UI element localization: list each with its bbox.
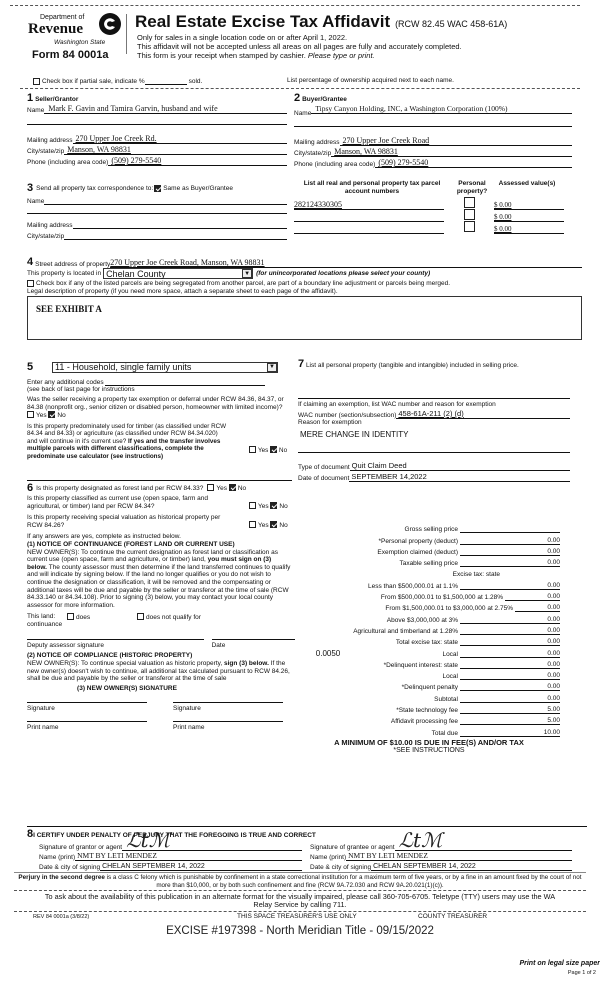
wac-number-input[interactable]: 458-61A-211 (2) (d) (396, 409, 570, 419)
parcel-row (294, 199, 572, 210)
page-number: Page 1 of 2 (567, 970, 596, 976)
assessed-value-input[interactable]: $ 0.00 (494, 225, 564, 234)
personal-col-header: Personal property? (456, 180, 488, 195)
swirl-icon (98, 12, 122, 36)
timber-yes-checkbox[interactable] (249, 446, 256, 453)
tax-row: 0.0050 Local 0.00 (298, 646, 560, 657)
dept-line3: Washington State (54, 39, 106, 46)
use-code-select[interactable]: 11 - Household, single family units ▼ (52, 362, 278, 373)
buyer-name-input[interactable]: Tipsy Canyon Holding, INC, a Washington Corporation (100%) (311, 104, 572, 114)
section-2-buyer: 2 Buyer/Grantee Name Tipsy Canyon Holding, INC, a Washington Corporation (100%) Mailing address 270 Upper Joe Creek Road City/state/zip Manson, WA 98831 Phone (including area code) (509) 279-5540 (294, 92, 572, 168)
form-number: Form 84 0001a (32, 49, 109, 61)
rev-label: REV 84 0001a (3/8/22) (33, 914, 90, 920)
tax-row: From $500,000.01 to $1,500,000 at 1.28% 0.00 (380, 593, 560, 602)
grantor-date-city[interactable]: CHELAN SEPTEMBER 14, 2022 (100, 863, 302, 871)
new-owner-signature-2[interactable]: Signature (173, 702, 283, 712)
buyer-phone-input[interactable]: (509) 279-5540 (375, 158, 572, 168)
local-rate: 0.0050 (315, 648, 341, 658)
property-street-input[interactable]: 270 Upper Joe Creek Road, Manson, WA 98831 (110, 258, 582, 268)
correspondence-city-input[interactable] (64, 231, 287, 240)
divider (27, 480, 292, 481)
tax-row: Exemption claimed (deduct) 0.00 (377, 547, 560, 556)
form-title-ref: (RCW 82.45 WAC 458-61A) (395, 19, 508, 29)
dept-line1: Department of (40, 14, 85, 21)
historic-yes-checkbox[interactable] (249, 521, 256, 528)
partial-sale-row: Check box if partial sale, indicate % sold. (33, 77, 202, 85)
current-use-no-checkbox[interactable] (270, 502, 277, 509)
timber-question: Is this property predominately used for timber (as classified under RCW 84.34 and 84.33) or agriculture (as classified under RCW 84.34.020) and will continue in it's current use? If yes and the transfer involves multiple parcels with different classifications, complete the predominate use calculator (see instructions) Yes No (27, 422, 288, 460)
tax-calculation (298, 522, 560, 754)
tax-row: *Delinquent interest: state 0.00 (383, 660, 560, 669)
new-owner-print-name-2[interactable]: Print name (173, 721, 283, 731)
tax-row: Taxable selling price 0.00 (399, 559, 560, 568)
deputy-assessor-signature[interactable]: Deputy assessor signature (27, 639, 204, 649)
correspondence-name-line2[interactable] (27, 205, 287, 214)
parcel-row (294, 222, 572, 234)
correspondence-name-input[interactable] (44, 196, 287, 205)
exemption-question: Was the seller receiving a property tax exemption or deferral under RCW 84.36, 84.37, or 84.38 (nonprofit org., senior citizen or disabled person, homeowner with limited income)? Yes No (27, 396, 284, 419)
section-8-certification: 8I CERTIFY UNDER PENALTY OF PERJURY THAT THE FOREGOING IS TRUE AND CORRECT Signature of grantor or agent ℒtℳ Name (print) NMT BY LETI MENDEZ Date & city of signing CHELAN SEPTEMBER 14, 2022 Signature of grantee or agent ℒtℳ Name (print) NMT BY LETI MENDEZ Date & city of signing CHELAN SEPTEMBER 14, 2022 (27, 826, 587, 871)
parcel-table (294, 180, 572, 234)
treasurer-use: THIS SPACE TREASURER'S USE ONLY (237, 913, 357, 920)
personal-property-checkbox[interactable] (464, 221, 475, 232)
segregated-checkbox[interactable] (27, 280, 34, 287)
parcel-number-input[interactable] (294, 213, 444, 222)
ownership-note: List percentage of ownership acquired next to each name. (287, 77, 454, 84)
top-border (10, 5, 580, 6)
section-6-forest: 6 Is this property designated as forest land per RCW 84.33? Yes No Is this property classified as current use (open space, farm and agricultural, or timber) land per RCW 84.34? Yes No Is this property receiving special valuation as historical property per RCW 84.26? Yes No If any answers are yes, complete as instructed below. (1) NOTICE OF CONTINUANCE (FOREST LAND OR CURRENT USE) NEW OWNER(S): To continue the current designation as forest land or classification as current use (open space, farm and agriculture, or timber) land, you must sign on (3) below. The county assessor must then determine if the land transferred continues to qualify and will indicate by signing below. If the land no longer qualifies or you do not wish to continue the designation or classification, it will be removed and the compensating or additional taxes will be due and payable by the seller or transferor at the time of sale (RCW 84.33.140 or 84.34.108). Prior to signing (3) below, you may contact your local county assessor for more information. This land: continuance does does not qualify for Deputy assessor signature Date (2) NOTICE OF COMPLIANCE (HISTORIC PROPERTY) NEW OWNER(S): To continue special valuation as historic property, sign (3) below. If the new owner(s) doesn't wish to continue, all additional tax calculated pursuant to RCW 84.26, shall be due and payable by the seller or transferor at the time of sale (3) NEW OWNER(S) SIGNATURE Signature Signature Print name Print name (27, 482, 295, 731)
current-use-yes-checkbox[interactable] (249, 502, 256, 509)
personal-property-input[interactable] (298, 369, 570, 399)
same-as-buyer-checkbox[interactable] (154, 185, 161, 192)
tax-row: *Delinquent penalty 0.00 (401, 683, 560, 692)
correspondence-mailing-input[interactable] (73, 220, 287, 229)
assessed-value-input[interactable]: $ 0.00 (494, 213, 564, 222)
land-does-not-checkbox[interactable] (137, 613, 144, 620)
document-date-input[interactable]: SEPTEMBER 14,2022 (349, 472, 570, 482)
reason-line (298, 439, 570, 453)
section-7-personal-property: 7 List all personal property (tangible and intangible) included in selling price. If claiming an exemption, list WAC number and reason for exemption WAC number (section/subsection) 458-61A-211 (2) (d) Reason for exemption MERE CHANGE IN IDENTITY Type of document Quit Claim Deed Date of document SEPTEMBER 14,2022 (298, 361, 570, 482)
grantor-signature[interactable]: ℒtℳ (122, 850, 302, 851)
form-title-row (135, 12, 507, 32)
note-2: This affidavit will not be accepted unless all areas on all pages are fully and accurately completed. (137, 42, 462, 51)
reason-input[interactable]: MERE CHANGE IN IDENTITY (300, 430, 409, 439)
parcel-col-header: List all real and personal property tax parcel account numbers (303, 180, 441, 195)
tax-row: Less than $500,000.01 at 1.1% 0.00 (368, 581, 560, 590)
grantee-date-city[interactable]: CHELAN SEPTEMBER 14, 2022 (371, 863, 572, 871)
note-1: Only for sales in a single location code on or after April 1, 2022. (137, 33, 348, 42)
chevron-down-icon[interactable]: ▼ (242, 269, 252, 278)
new-owner-print-name-1[interactable]: Print name (27, 721, 147, 731)
assessed-col-header: Assessed value(s) (498, 180, 556, 187)
tax-row: Subtotal 0.00 (434, 694, 560, 703)
buyer-name-line2[interactable] (294, 114, 572, 127)
tax-row: Affidavit processing fee 5.00 (390, 717, 560, 726)
historic-no-checkbox[interactable] (270, 521, 277, 528)
grantor-print-name[interactable]: NMT BY LETI MENDEZ (75, 851, 302, 861)
excise-stamp: EXCISE #197398 - North Meridian Title - 09/15/2022 (166, 925, 434, 937)
land-does-checkbox[interactable] (67, 613, 74, 620)
tax-row: Total excise tax: state 0.00 (395, 638, 560, 647)
buyer-city-input[interactable]: Manson, WA 98831 (331, 147, 572, 157)
assessed-value-input[interactable]: $ 0.00 (494, 201, 564, 210)
form-title: Real Estate Excise Tax Affidavit (135, 12, 391, 31)
header-divider (126, 14, 127, 54)
grantee-print-name[interactable]: NMT BY LETI MENDEZ (346, 851, 572, 861)
parcel-number-input[interactable] (294, 225, 444, 234)
divider (20, 88, 580, 89)
seller-name-input[interactable]: Mark F. Gavin and Tamira Garvin, husband and wife (44, 104, 287, 114)
header-notes (137, 33, 462, 60)
dept-line2: Revenue (28, 21, 83, 37)
tax-row: Local 0.00 (442, 672, 560, 681)
grantee-signature[interactable]: ℒtℳ (395, 850, 572, 851)
tax-row: *State technology fee 5.00 (396, 706, 560, 715)
tax-row: Gross selling price (298, 522, 560, 533)
personal-property-checkbox[interactable] (464, 197, 475, 208)
new-owner-signature-1[interactable]: Signature (27, 702, 147, 712)
legal-description-box[interactable]: SEE EXHIBIT A (27, 296, 582, 340)
deputy-date[interactable]: Date (212, 639, 295, 649)
document-type-input[interactable]: Quit Claim Deed (350, 461, 570, 471)
county-select[interactable]: Chelan County ▼ (103, 268, 253, 279)
tax-row: *Personal property (deduct) 0.00 (378, 536, 560, 545)
print-legal: Print on legal size paper (519, 960, 600, 967)
tax-row: Agricultural and timberland at 1.28% 0.00 (353, 626, 560, 635)
section-1-seller: 1 Seller/Grantor Name Mark F. Gavin and Tamira Garvin, husband and wife Mailing address 270 Upper Joe Creek Rd. City/state/zip Manson, WA 98831 Phone (including area code) (509) 279-5540 (27, 92, 287, 166)
tax-row: Above $3,000,000 at 3% 0.00 (386, 615, 560, 624)
tax-row-heading: Excise tax: state (452, 571, 500, 579)
county-treasurer: COUNTY TREASURER (418, 913, 488, 920)
timber-no-checkbox[interactable] (270, 446, 277, 453)
section-4-property: 4 Street address of property 270 Upper Joe Creek Road, Manson, WA 98831 This property is located in Chelan County ▼ (for unincorporated locations please select your county) Check box if any of the listed parcels are being segregated from another parcel, are part of a boundary line adjustment or parcels being merged. Legal description of property (if you need more space, attach a separate sheet to each page of the affidavit). SEE EXHIBIT A (27, 256, 582, 340)
exemption-yes-checkbox[interactable] (27, 411, 34, 418)
gross-selling-price-input[interactable] (460, 532, 560, 533)
tax-row: From $1,500,000.01 to $3,000,000 at 2.75% 0.00 (385, 604, 560, 613)
chevron-down-icon[interactable]: ▼ (267, 363, 277, 372)
seller-city-input[interactable]: Manson, WA 98831 (64, 145, 287, 155)
personal-property-checkbox[interactable] (464, 209, 475, 220)
exemption-no-checkbox[interactable] (48, 411, 55, 418)
buyer-mailing-input[interactable]: 270 Upper Joe Creek Road (340, 136, 572, 146)
seller-mailing-input[interactable]: 270 Upper Joe Creek Rd. (73, 134, 287, 144)
parcel-number-input[interactable]: 282124330305 (294, 200, 444, 210)
accessibility-notice: To ask about the availability of this publication in an alternate format for the visually impaired, please call 360-705-6705. Teletype (TTY) users may use the WA Relay Service by calling 711. (14, 890, 586, 912)
partial-sale-checkbox[interactable] (33, 78, 40, 85)
parcel-row (294, 210, 572, 222)
section-3-correspondence: 3 Send all property tax correspondence to: Same as Buyer/Grantee Name Mailing address City/state/zip (27, 182, 287, 240)
partial-sale-percent-input[interactable] (145, 77, 187, 85)
additional-codes-input[interactable] (105, 378, 265, 386)
note-3: This form is your receipt when stamped by cashier. Please type or print. (137, 51, 375, 60)
minimum-note: A MINIMUM OF $10.00 IS DUE IN FEE(S) AND/OR TAX (334, 737, 524, 747)
seller-phone-input[interactable]: (509) 279-5540 (108, 156, 287, 166)
section-5-use-code: 5 11 - Household, single family units ▼ Enter any additional codes (see back of last page for instructions Was the seller receiving a property tax exemption or deferral under RCW 84.36, 84.37, or 84.38 (nonprofit org., senior citizen or disabled person, homeowner with limited income)? Yes No Is this property predominately used for timber (as classified under RCW 84.34 and 84.33) or agriculture (as classified under RCW 84.34.020) and will continue in it's current use? If yes and the transfer involves multiple parcels with different classifications, complete the predominate use calculator (see instructions) Yes No (27, 361, 295, 460)
tax-row-total: Total due 10.00 (431, 728, 560, 737)
perjury-notice: Perjury in the second degree is a class C felony which is punishable by confinement in a state correctional institution for a maximum term of five years, or by a fine in an amount fixed by the court of not more than $10,000, or by both such confinement and fine (RCW 9A.72.030 and RCW 9A.20.021(1)(c)). (14, 872, 586, 889)
see-instructions: *SEE INSTRUCTIONS (393, 746, 465, 754)
forest-no-checkbox[interactable] (229, 484, 236, 491)
seller-name-line2[interactable] (27, 114, 287, 125)
forest-yes-checkbox[interactable] (207, 484, 214, 491)
